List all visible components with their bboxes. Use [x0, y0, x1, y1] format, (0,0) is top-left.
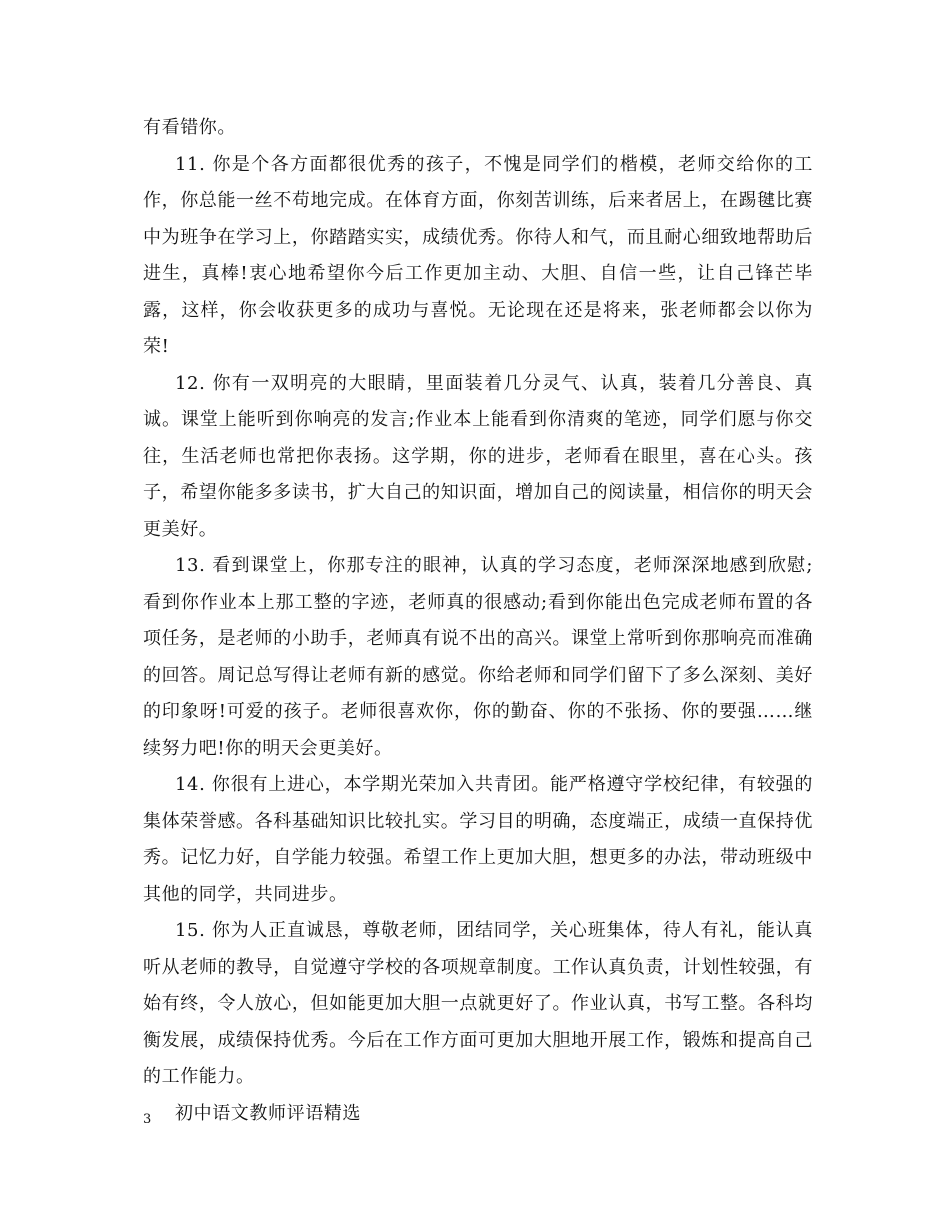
page-number: 3: [143, 1112, 152, 1127]
section-heading: 初中语文教师评语精选: [175, 1102, 361, 1124]
paragraph-comment-14: 14. 你很有上进心，本学期光荣加入共青团。能严格遵守学校纪律，有较强的集体荣誉感。各科基础知识比较扎实。学习目的明确，态度端正，成绩一直保持优秀。记忆力好，自学能力较强。希望工作上更加大胆，想更多的办法，带动班级中其他的同学，共同进步。: [143, 774, 813, 905]
paragraph-comment-13: 13. 看到课堂上，你那专注的眼神，认真的学习态度，老师深深地感到欣慰;看到你作业本上那工整的字迹，老师真的很感动;看到你能出色完成老师布置的各项任务，是老师的小助手，老师真有说不出的高兴。课堂上常听到你那响亮而准确的回答。周记总写得让老师有新的感觉。你给老师和同学们留下了多么深刻、美好的印象呀!可爱的孩子。老师很喜欢你，你的勤奋、你的不张扬、你的要强……继续努力吧!你的明天会更美好。: [143, 555, 813, 759]
document-body: [143, 110, 813, 1132]
paragraph-comment-15: 15. 你为人正直诚恳，尊敬老师，团结同学，关心班集体，待人有礼，能认真听从老师的教导，自觉遵守学校的各项规章制度。工作认真负责，计划性较强，有始有终，令人放心，但如能更加大胆一点就更好了。作业认真，书写工整。各科均衡发展，成绩保持优秀。今后在工作方面可更加大胆地开展工作，锻炼和提高自己的工作能力。: [143, 920, 813, 1087]
paragraph-continuation: 有看错你。: [143, 117, 236, 138]
paragraph-comment-11: 11. 你是个各方面都很优秀的孩子，不愧是同学们的楷模，老师交给你的工作，你总能一丝不苟地完成。在体育方面，你刻苦训练，后来者居上，在踢毽比赛中为班争在学习上，你踏踏实实，成绩优秀。你待人和气，而且耐心细致地帮助后进生，真棒!衷心地希望你今后工作更加主动、大胆、自信一些，让自己锋芒毕露，这样，你会收获更多的成功与喜悦。无论现在还是将来，张老师都会以你为荣!: [143, 153, 813, 357]
paragraph-comment-12: 12. 你有一双明亮的大眼睛，里面装着几分灵气、认真，装着几分善良、真诚。课堂上能听到你响亮的发言;作业本上能看到你清爽的笔迹，同学们愿与你交往，生活老师也常把你表扬。这学期，你的进步，老师看在眼里，喜在心头。孩子，希望你能多多读书，扩大自己的知识面，增加自己的阅读量，相信你的明天会更美好。: [143, 372, 813, 540]
